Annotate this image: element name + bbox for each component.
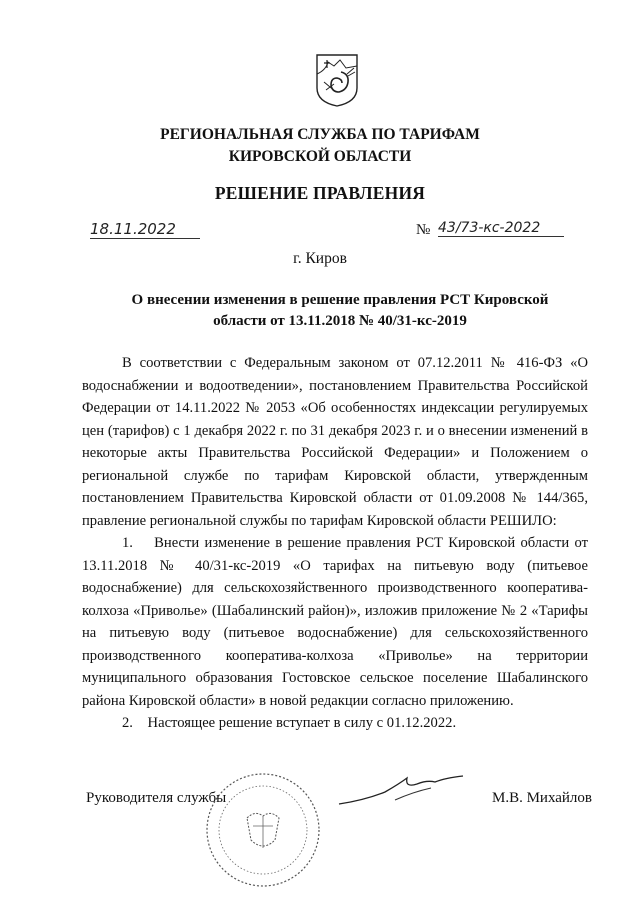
official-seal-icon	[203, 770, 323, 890]
subject-line2: области от 13.11.2018 № 40/31-кс-2019	[213, 313, 467, 329]
item-1	[82, 532, 588, 712]
org-name-line2: КИРОВСКОЙ ОБЛАСТИ	[228, 148, 412, 165]
org-name-line1: РЕГИОНАЛЬНАЯ СЛУЖБА ПО ТАРИФАМ	[160, 126, 480, 143]
coat-of-arms-icon	[314, 52, 360, 108]
document-subject	[110, 290, 570, 332]
document-body	[82, 352, 588, 735]
item-1-number: 1.	[122, 535, 133, 551]
signatory-title: Руководителя службы	[86, 790, 227, 806]
signatory-name: М.В. Михайлов	[491, 790, 592, 806]
preamble-paragraph: В соответствии с Федеральным законом от 07.12.2011 № 416-ФЗ «О водоснабжении и водоотведении», постановлением Правительства Российской Федерации от 14.11.2022 № 2053 «Об особенностях индексации регулируемых цен (тарифов) с 1 декабря 2022 г. по 31 декабря 2023 г. и о внесении изменений в некоторые акты Правительства Российской Федерации» и Положением о региональной службе по тарифам Кировской области, утвержденным постановлением Правительства Кировской области от 01.09.2008 № 144/365, правление региональной службы по тарифам Кировской области РЕШИЛО:	[82, 355, 588, 529]
number-sign: №	[416, 222, 431, 238]
signature-icon	[335, 770, 470, 810]
city: г. Киров	[293, 250, 347, 267]
document-number: 43/73-кс-2022	[438, 220, 564, 237]
document-date: 18.11.2022	[90, 220, 200, 239]
item-2-number: 2.	[122, 715, 133, 731]
item-1-text: Внести изменение в решение правления РСТ Кировской области от 13.11.2018 № 40/31-кс-2019 «О тарифах на питьевую воду (питьевое водоснабжение) для сельскохозяйственного производственного кооператива-колхоза «Приволье» (Шабалинский район)», изложив приложение № 2 «Тарифы на питьевую воду (питьевое водоснабжение) для сельскохозяйственного производственного кооператива-колхоза «Приволье» на территории муниципального образования Гостовское сельское поселение Шабалинского района Кировской области» в новой редакции согласно приложению.	[82, 535, 589, 709]
item-2-text: Настоящее решение вступает в силу с 01.12.2022.	[147, 715, 457, 731]
date-number-row	[86, 220, 556, 246]
document-type: РЕШЕНИЕ ПРАВЛЕНИЯ	[214, 183, 426, 203]
subject-line1: О внесении изменения в решение правления РСТ Кировской	[131, 292, 549, 308]
item-2	[82, 712, 588, 735]
